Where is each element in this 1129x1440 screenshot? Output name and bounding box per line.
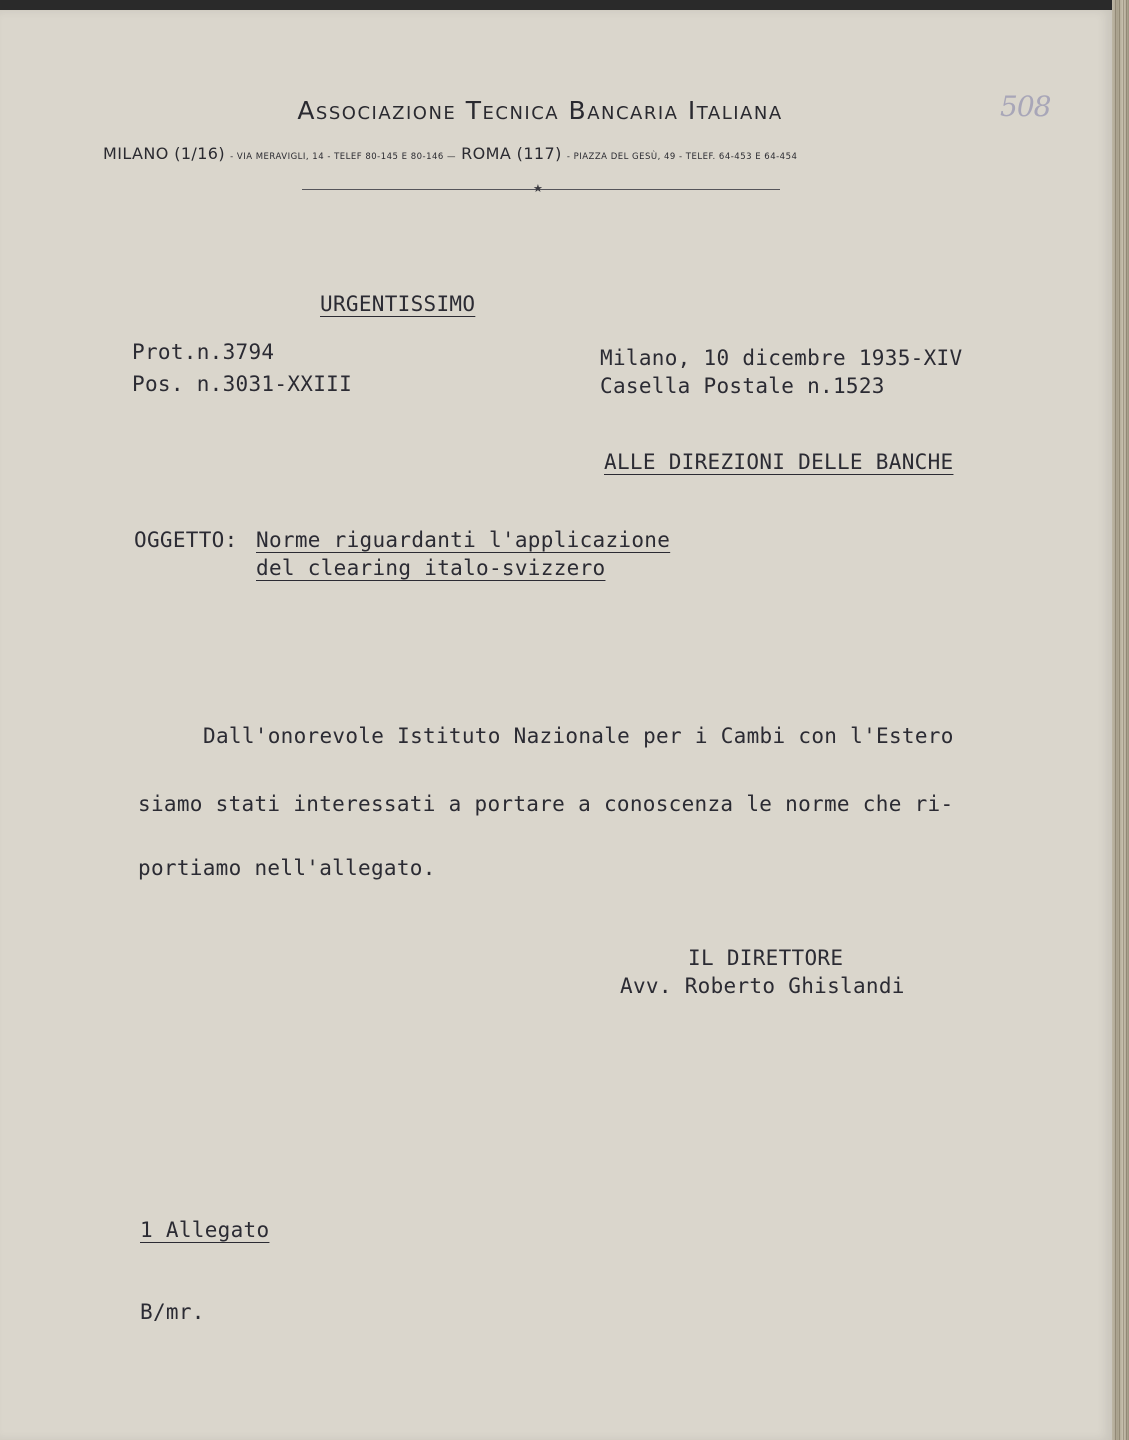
protocol-number: Prot.n.3794: [132, 340, 275, 364]
subject-line-1: Norme riguardanti l'applicazione: [256, 528, 671, 552]
page-edges: [1112, 0, 1129, 1440]
enclosure: 1 Allegato: [140, 1218, 270, 1242]
roma-city: ROMA (117): [461, 144, 562, 163]
body-line-2: siamo stati interessati a portare a conoscenza le norme che ri-: [138, 792, 954, 816]
signature-name: Avv. Roberto Ghislandi: [620, 974, 905, 998]
typist-initials: B/mr.: [140, 1300, 205, 1324]
subject-label: OGGETTO:: [134, 528, 238, 552]
po-box: Casella Postale n.1523: [600, 374, 885, 398]
body-line-3: portiamo nell'allegato.: [138, 856, 436, 880]
roma-address: - PIAZZA DEL GESÙ, 49 - TELEF. 64-453 E 64-454: [566, 152, 798, 162]
letterhead-title: Associazione Tecnica Bancaria Italiana: [297, 96, 783, 125]
place-date: Milano, 10 dicembre 1935-XIV: [600, 346, 963, 370]
subject-line-2: del clearing italo-svizzero: [256, 556, 606, 580]
recipient: ALLE DIREZIONI DELLE BANCHE: [604, 450, 954, 474]
position-number: Pos. n.3031-XXIII: [132, 372, 353, 396]
document-page: [0, 10, 1112, 1440]
body-line-1: Dall'onorevole Istituto Nazionale per i Cambi con l'Estero: [203, 724, 954, 748]
signature-title: IL DIRETTORE: [688, 946, 844, 970]
urgency-heading: URGENTISSIMO: [320, 292, 476, 316]
letterhead-address: [103, 144, 983, 163]
page-number: 508: [1000, 90, 1051, 123]
milano-city: MILANO (1/16): [103, 144, 226, 163]
star-ornament-icon: ★: [533, 182, 543, 195]
milano-address: - VIA MERAVIGLI, 14 - TELEF 80-145 E 80-146 —: [230, 152, 457, 162]
